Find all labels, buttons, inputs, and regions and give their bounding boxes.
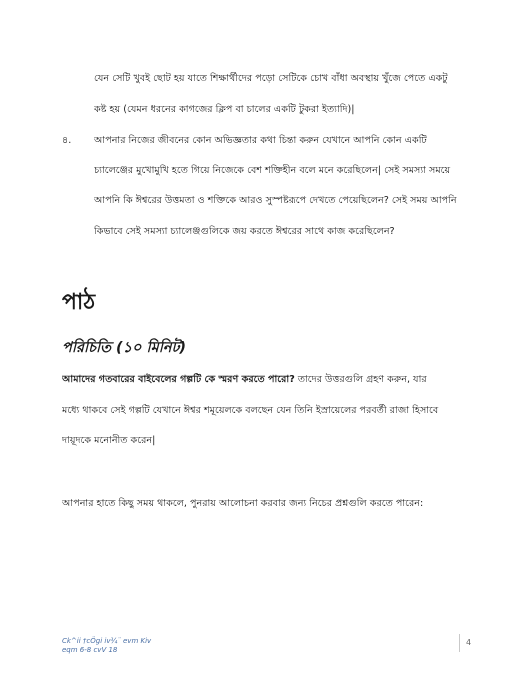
- question4-line-1: আপনার নিজের জীবনের কোন অভিজ্ঞতার কথা চিন্তা করুন যেখানে আপনি কোন একটি: [94, 135, 427, 146]
- intro-line-1: [62, 373, 502, 386]
- intro-heading: পরিচিতি (১০ মিনিট): [62, 340, 187, 356]
- page-number: 4: [466, 638, 472, 647]
- continued-line-2: কষ্ট হয় (যেমন ধরনের কাগজের ক্লিপ বা চালের একটি টুকরা ইত্যাদি)|: [94, 104, 355, 115]
- footer-line-2: eqm 6-8 cvV 18: [62, 646, 118, 654]
- footer-divider: [459, 634, 460, 652]
- question4-line-2: চ্যালেঞ্জের মুখোমুখি হতে গিয়ে নিজেকে বেশ শক্তিহীন বলে মনে করেছিলেন| সেই সমস্যা সময়ে: [94, 165, 451, 176]
- intro-bold-question: আমাদের গতবারের বাইবেলের গল্পটি কে স্মরণ করতে পারো?: [62, 374, 295, 385]
- time-note: আপনার হাতে কিছু সময় থাকলে, পুনরায় আলোচনা করবার জন্য নিচের প্রশ্নগুলি করতে পারেন:: [62, 498, 424, 509]
- footer: [62, 637, 151, 655]
- intro-line-2: মধ্যে থাকবে সেই গল্পটি যেখানে ঈশ্বর শমূয়েলকে বলছেন যেন তিনি ইস্রায়েলের পরবর্তী রাজা হিসাবে: [62, 405, 439, 416]
- lesson-heading: পাঠ: [62, 290, 96, 315]
- intro-line-3: দায়ূদকে মনোনীত করেন|: [62, 435, 156, 446]
- intro-line-1-rest: তাদের উত্তরগুলি গ্রহণ করুন, যার: [294, 374, 427, 385]
- question4-line-3: আপনি কি ঈশ্বরের উত্তমতা ও শক্তিকে আরও সুস্পষ্টরূপে দেখতে পেয়েছিলেন? সেই সময় আপনি: [94, 195, 457, 206]
- footer-line-1: Ck^ii †cÖgi iv¾¨ evm Kiv: [62, 637, 152, 645]
- continued-line-1: যেন সেটি খুবই ছোট হয় যাতে শিক্ষার্থীদের পড়ো সেটিকে চোখ বাঁধা অবস্থায় খুঁজে পেতে একটু: [94, 73, 448, 84]
- question4-line-4: কিভাবে সেই সমস্যা চ্যালেঞ্জগুলিকে জয় করতে ঈশ্বরের সাথে কাজ করেছিলেন?: [94, 226, 395, 237]
- question-number: ৪.: [62, 135, 72, 146]
